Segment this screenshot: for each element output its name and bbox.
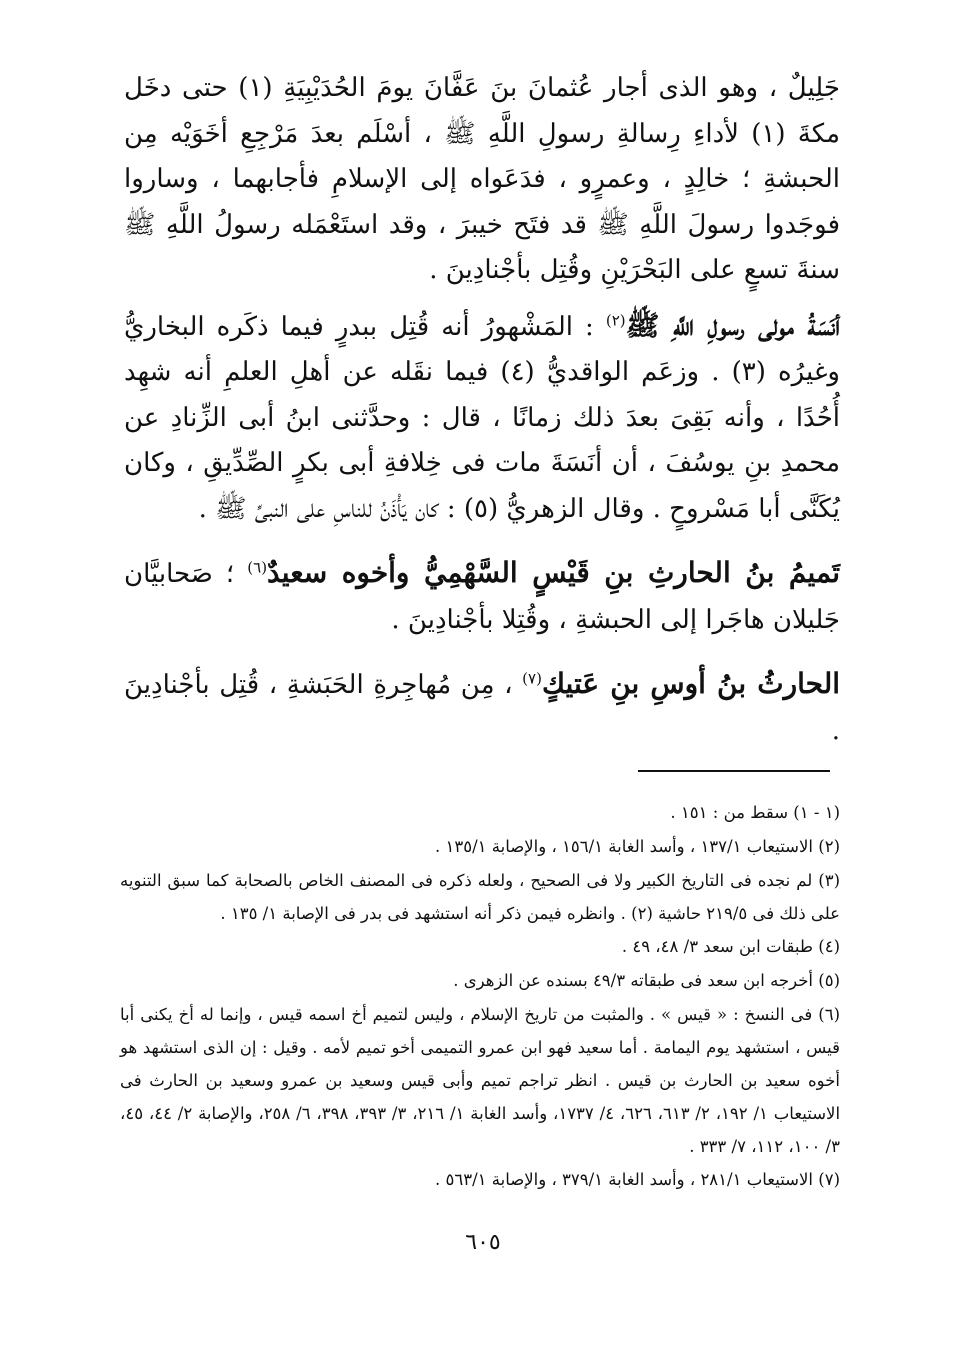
footnote: (٦) فى النسخ : « قيس » . والمثبت من تاريخ الإسلام ، وليس لتميم أخ اسمه قيس ، وإنما له أخ يكنى أبا قيس ، استشهد يوم اليمامة . أما سعيد فهو ابن عمرو التميمى أخو تميم لأمه . وقيل : إن الذى استشهد هو أخوه سعيد بن الحارث بن قيس . انظر تراجم تميم وأبى قيس وسعيد بن عمرو وسعيد بن الحارث فى الاستيعاب ١/ ١٩٢، ٢/ ٦١٣، ٦٢٦، ٤/ ١٧٣٧، وأسد الغابة ١/ ٢١٦، ٣/ ٣٩٣، ٣٩٨، ٦/ ٢٥٨، والإصابة ٢/ ٤٤، ٤٥، ٣/ ١٠٠، ١١٢، ٧/ ٣٣٣ .	[120, 1005, 841, 1156]
entry-name: تَميمُ بنُ الحارثِ بنِ قَيْسٍ السَّهْمِيُّ وأخوه سعيدٌ	[267, 556, 840, 589]
footnote-divider	[638, 770, 830, 772]
paragraph-continuation: جَلِيلٌ ، وهو الذى أجار عُثمانَ بنَ عَفَّانَ يومَ الحُدَيْبِيَةِ (١) حتى دخَل مكةَ (١) لأداءِ رِسالةِ رسولِ اللَّهِ ﷺ ، أسْلَم بعدَ مَرْجِعِ أخَوَيْه مِن الحبشةِ ؛ خالِدٍ ، وعمرٍو ، فدَعَواه إلى الإسلامِ فأجابهما ، وساروا فوجَدوا رسولَ اللَّهِ ﷺ قد فتَح خيبرَ ، وقد استَعْمَله رسولُ اللَّهِ ﷺ سنةَ تسعٍ على البَحْرَيْنِ وقُتِل بأجْنادِينَ .	[124, 73, 840, 285]
footnote: (١ - ١) سقط من : ١٥١ .	[670, 803, 840, 822]
footnote-ref: (٧)	[522, 669, 542, 688]
footnote: (٤) طبقات ابن سعد ٣/ ٤٨، ٤٩ .	[621, 937, 840, 956]
entry-name: الحارثُ بنُ أوسِ بنِ عَتيكٍ	[541, 667, 841, 700]
entry-tamim	[124, 550, 840, 643]
footnote-ref: (٢)	[605, 310, 626, 329]
main-text	[124, 66, 840, 754]
entry-text: ؛ صَحابيَّان جَليلان هاجَرا إلى الحبشةِ ، وقُتِلا بأجْنادِينَ .	[124, 559, 840, 635]
footnotes	[120, 796, 840, 1197]
footnote: (٥) أخرجه ابن سعد فى طبقاته ٤٩/٣ بسنده عن الزهرى .	[453, 971, 840, 990]
entry-text: : المَشْهورُ أنه قُتِل ببدرٍ فيما ذكَره البخاريُّ وغيرُه (٣) . وزعَم الواقديُّ (٤) فيما نقَله عن أهلِ العلمِ أنه شهِد أُحُدًا ، وأنه بَقِىَ بعدَ ذلك زمانًا ، قال : وحدَّثنى ابنُ أبى الزِّنادِ عن محمدِ بنِ يوسُفَ ، أن أنَسَةَ مات فى خِلافةِ أبى بكرٍ الصِّدِّيقِ ، وكان يُكَنَّى أبا مَسْروحٍ . وقال الزهريُّ (٥) : كان يَأْذَنُ للناسِ على النبىِّ ﷺ .	[124, 311, 840, 524]
footnote-ref: (٦)	[247, 558, 268, 577]
entry-harith	[124, 661, 840, 754]
footnote: (٣) لم نجده فى التاريخ الكبير ولا فى الصحيح ، ولعله ذكره فى المصنف الخاص بالصحابة كما سبق التنويه على ذلك فى ٢١٩/٥ حاشية (٢) . وانظره فيمن ذكر أنه استشهد فى بدر فى الإصابة ١/ ١٣٥ .	[120, 871, 840, 923]
entry-anasa	[124, 303, 840, 533]
entry-text: ، مِن مُهاجِرةِ الحَبَشةِ ، قُتِل بأجْنادِينَ .	[124, 670, 840, 746]
entry-name: أنَسَةُ مولى رسولِ اللَّهِ ﷺ	[625, 308, 841, 342]
page-number: ٦٠٥	[465, 1230, 501, 1255]
footnote: (٧) الاستيعاب ٢٨١/١ ، وأسد الغابة ٣٧٩/١ ، والإصابة ٥٦٣/١ .	[435, 1170, 840, 1189]
footnote: (٢) الاستيعاب ١٣٧/١ ، وأسد الغابة ١٥٦/١ ، والإصابة ١٣٥/١ .	[435, 837, 840, 856]
